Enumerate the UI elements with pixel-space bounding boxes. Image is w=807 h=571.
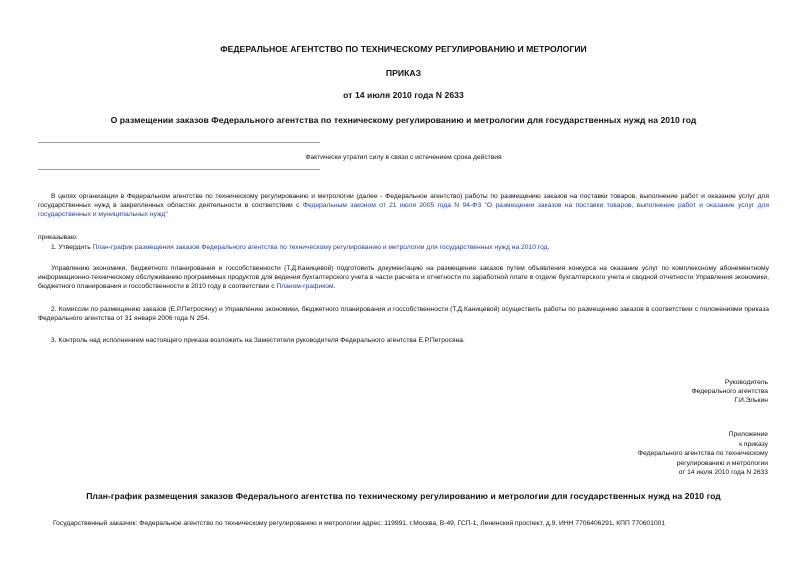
item-1-sub-text: Управлению экономики, бюджетного планирования и госсобственности (Т.Д.Каницевой) подготовить документацию на размещение заказов путем объявления конкурса на оказание услуг по комплексному абонементному информационно-техническому обслуживанию программных продуктов для ведения бухгалтерского учета в части расчета и отчетности по заработной плате в отделе бухгалтерского учета и сводной отчетности Управления экономики, бюджетного планирования и госсобственности в 2010 году в соответствии с bbox=[38, 265, 769, 290]
agency-title: ФЕДЕРАЛЬНОЕ АГЕНТСТВО ПО ТЕХНИЧЕСКОМУ РЕГУЛИРОВАНИЮ И МЕТРОЛОГИИ bbox=[220, 44, 587, 54]
preamble bbox=[38, 193, 769, 219]
federal-law-link[interactable]: Федеральным законом от 21 июля 2005 года N 94-ФЗ "О размещении заказов на поставки товаров, выполнение работ и оказание услуг для государственных и муниципальных нужд" bbox=[38, 201, 769, 218]
signature-org: Федерального агентства bbox=[691, 388, 768, 396]
item-1-sub bbox=[38, 265, 769, 291]
customer-line: Государственный заказчик: Федеральное агентство по техническому регулированию и метрологии адрес: 119991, г.Москва, В-49, ГСП-1, Ленинский проспект, д.9, ИНН 7706406291, КПП 770601001 bbox=[53, 520, 666, 527]
appendix-line-4: регулированию и метрологии bbox=[676, 459, 768, 467]
appendix-block bbox=[638, 430, 768, 478]
plan-schedule-link-2[interactable]: Планом-графиком bbox=[276, 282, 334, 290]
signature-title: Руководитель bbox=[724, 379, 768, 386]
plan-schedule-link[interactable]: План-график размещения заказов Федерального агентства по техническому регулированию и метрологии для государственных нужд на 2010 год bbox=[92, 244, 548, 251]
item-2: 2. Комиссии по размещению заказов (Е.Р.Петросяну) и Управлению экономики, бюджетного планирования и госсобственности (Т.Д.Каницевой) осуществить работы по размещению заказов в соответствии с положениями приказа Федерального агентства от 31 января 2006 года N 254. bbox=[38, 306, 769, 322]
item-3: 3. Контроль над исполнением настоящего приказа возложить на Заместителя руководителя Федерального агентства Е.Р.Петросяна. bbox=[51, 337, 465, 344]
appendix-line-5: от 14 июля 2010 года N 2633 bbox=[678, 469, 768, 477]
order-date: от 14 июля 2010 года N 2633 bbox=[343, 90, 464, 100]
appendix-line-3: Федерального агентства по техническому bbox=[637, 450, 768, 458]
item-1-suffix: . bbox=[547, 244, 550, 251]
divider-top bbox=[38, 142, 320, 143]
signature-name: Г.И.Элькин bbox=[734, 397, 768, 405]
item-1-sub-suffix: . bbox=[333, 282, 336, 290]
order-label: ПРИКАЗ bbox=[385, 68, 422, 78]
order-subject: О размещении заказов Федерального агентства по техническому регулированию и метрологии для государственных нужд на 2010 год bbox=[110, 115, 697, 125]
appendix-line-1: Приложение bbox=[728, 431, 768, 438]
orders-word: приказываю: bbox=[38, 234, 78, 241]
item-1-prefix: 1. Утвердить bbox=[51, 244, 93, 251]
item-1 bbox=[38, 244, 769, 253]
signature-block bbox=[692, 378, 768, 406]
divider-bottom bbox=[38, 169, 320, 170]
appendix-line-2: к приказу bbox=[739, 440, 768, 448]
plan-title: План-график размещения заказов Федерального агентства по техническому регулированию и метрологии для государственных нужд на 2010 год bbox=[86, 491, 721, 501]
preamble-text: В целях организации в Федеральном агентстве по техническому регулированию и метрологии (далее - Федеральное агентство) работы по размещению заказов на поставки товаров, выполнение работ и оказание услуг для государственных нужд в закрепленных областях деятельности в соответствии с bbox=[38, 193, 769, 209]
status-note: Фактически утратил силу в связи с истечением срока действия bbox=[305, 154, 502, 161]
